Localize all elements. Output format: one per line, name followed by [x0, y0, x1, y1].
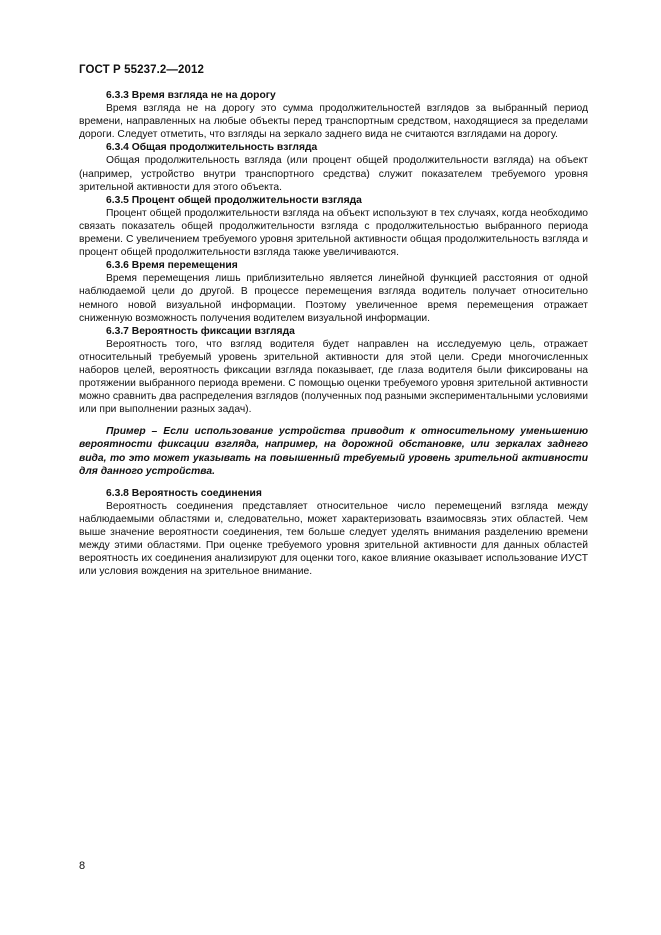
section-heading-6-3-6: 6.3.6 Время перемещения: [106, 260, 238, 272]
page-number: 8: [79, 860, 86, 872]
section-heading-6-3-4: 6.3.4 Общая продолжительность взгляда: [106, 142, 318, 154]
section-heading-6-3-5: 6.3.5 Процент общей продолжительности взгляда: [106, 194, 362, 206]
section-text-6-3-8: Вероятность соединения представляет относительное число перемещений взгляда между наблюдаемыми областями и, следовательно, может характеризовать взаимосвязь этих областей. Чем выше значение вероятности соединения, тем больше следует уделять внимания разделению времени между этими областями. При оценке требуемого уровня зрительной активности для данных областей вероятность их соединения анализируют для оценки того, какое влияние оказывает использование ИУСТ или условия вождения на зрительное внимание.: [79, 500, 588, 578]
section-heading-6-3-3: 6.3.3 Время взгляда не на дорогу: [106, 90, 276, 101]
section-text-6-3-4: Общая продолжительность взгляда (или процент общей продолжительности взгляда) на объект (например, устройство внутри транспортного средства) служит показателем требуемого уровня зрительной активности для этого объекта.: [79, 155, 588, 193]
section-text-6-3-7: Вероятность того, что взгляд водителя будет направлен на исследуемую цель, отражает относительный требуемый уровень зрительной активности для этой цели. Среди многочисленных наборов целей, вероятность фиксации взгляда показывает, где глаза водителя были фиксированы на протяжении выбранного периода времени. С помощью оценки требуемого уровня зрительной активности можно сравнить два распределения взглядов (полученных под разными экспериментальными условиями или при выполнении разных задач).: [79, 338, 588, 416]
section-text-6-3-3: Время взгляда не на дорогу это сумма продолжительностей взглядов за выбранный период времени, направленных на любые объекты перед транспортным средством, находящиеся за пределами дороги. Следует отметить, что взгляды на зеркало заднего вида не считаются взглядами на дорогу.: [79, 103, 588, 141]
document-body: [79, 89, 588, 578]
example-note-6-3-7: Пример – Если использование устройства приводит к относительному уменьшению вероятности фиксации взгляда, например, на дорожной обстановке, или зеркалах заднего вида, то это может указывать на повышенный требуемый уровень зрительной активности для данного устройства.: [79, 426, 588, 477]
section-text-6-3-5: Процент общей продолжительности взгляда на объект используют в тех случаях, когда необходимо связать показатель общей продолжительности взгляда с продолжительностью выбранного периода времени. С увеличением требуемого уровня зрительной активности общая продолжительность взгляда и процент общей продолжительности взгляда также увеличиваются.: [79, 207, 588, 259]
section-heading-6-3-7: 6.3.7 Вероятность фиксации взгляда: [106, 325, 295, 337]
section-text-6-3-6: Время перемещения лишь приблизительно является линейной функцией расстояния от одной наблюдаемой цели до другой. В процессе перемещения взгляда водитель получает относительно немного новой визуальной информации. Поэтому увеличенное время перемещения отражает сниженную возможность получения водителем визуальной информации.: [79, 273, 588, 324]
section-heading-6-3-8: 6.3.8 Вероятность соединения: [106, 487, 262, 499]
document-code-header: ГОСТ Р 55237.2—2012: [79, 64, 204, 76]
